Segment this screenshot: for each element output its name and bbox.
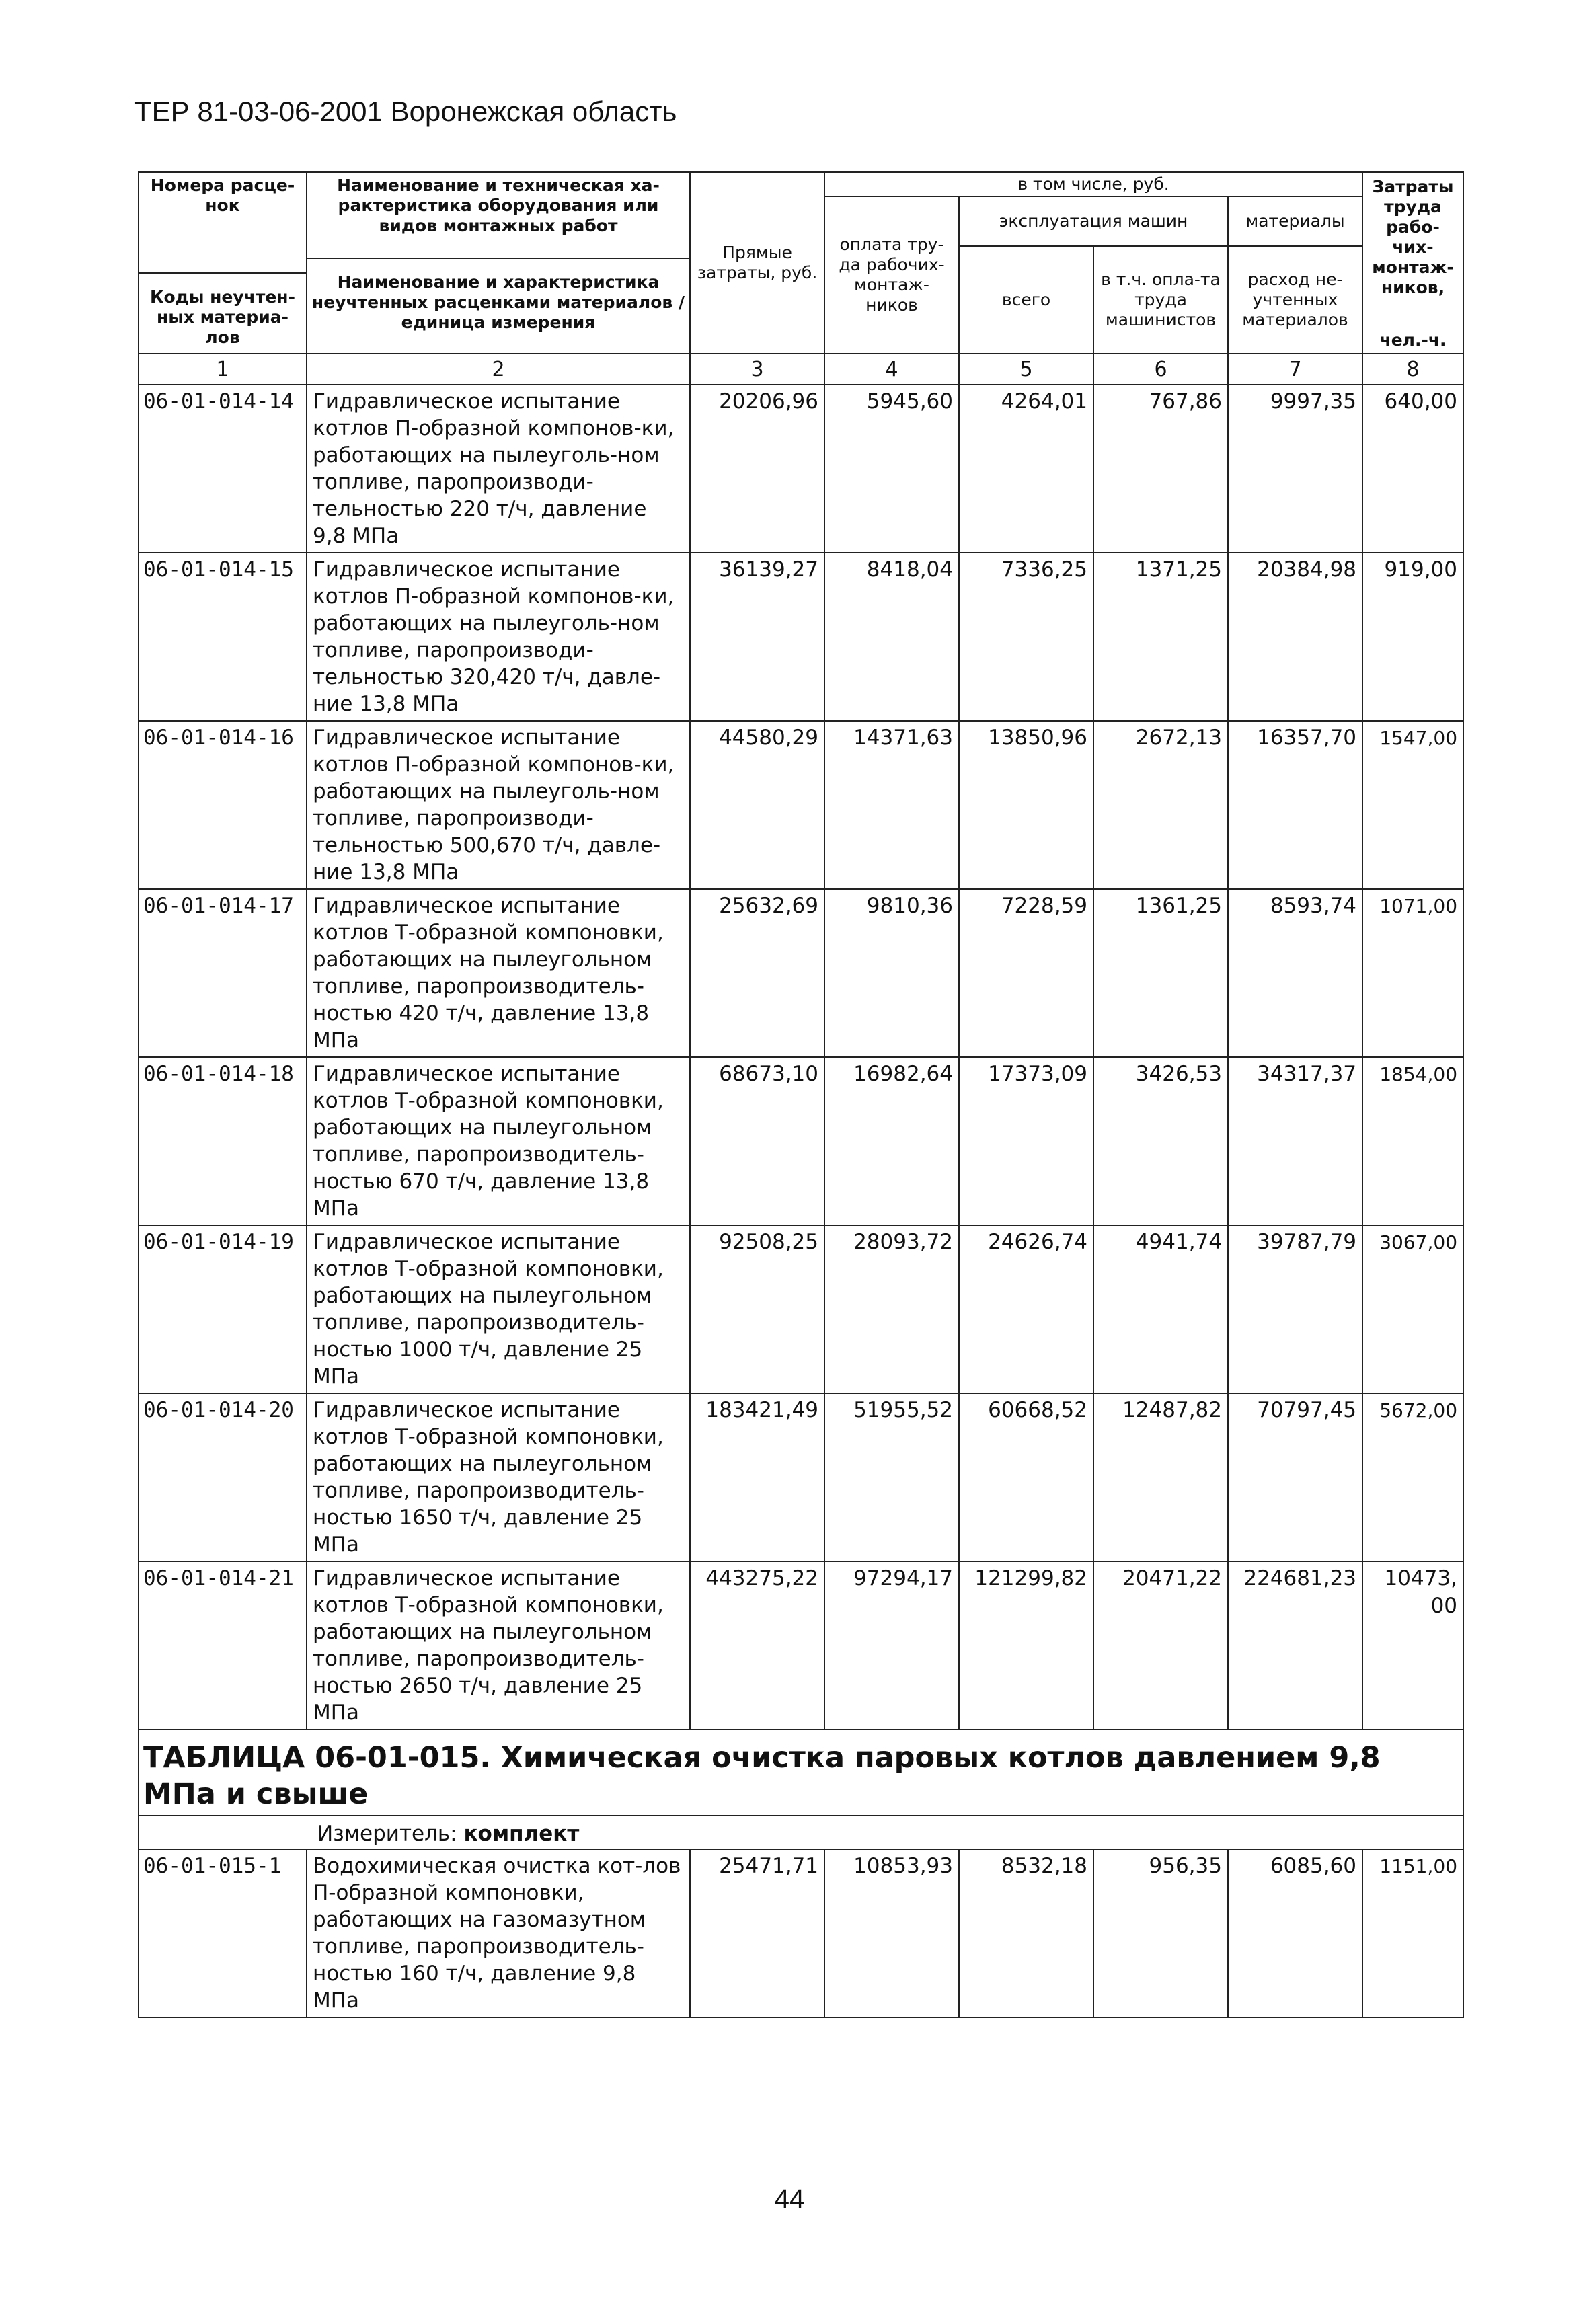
table-row bbox=[139, 1849, 1463, 2017]
header-materials: материалы bbox=[1228, 196, 1362, 246]
header-labor-hours-unit: чел.-ч. bbox=[1379, 330, 1447, 350]
labor-pay: 9810,36 bbox=[824, 889, 959, 1057]
machines-total: 7228,59 bbox=[959, 889, 1093, 1057]
header-col-names bbox=[307, 172, 690, 354]
meter-label: Измеритель: bbox=[317, 1822, 457, 1846]
table-row bbox=[139, 1225, 1463, 1393]
header-machinist-pay: в т.ч. опла-та труда машинистов bbox=[1093, 246, 1228, 354]
header-machines: эксплуатация машин bbox=[959, 196, 1228, 246]
rate-code: 06-01-014-15 bbox=[139, 553, 307, 721]
direct-costs: 25471,71 bbox=[690, 1849, 824, 2017]
column-numbers-row bbox=[139, 354, 1463, 385]
materials: 9997,35 bbox=[1228, 385, 1362, 553]
direct-costs: 20206,96 bbox=[690, 385, 824, 553]
labor-pay: 16982,64 bbox=[824, 1057, 959, 1225]
machinist-pay: 2672,13 bbox=[1093, 721, 1228, 889]
header-in-total: в том числе, руб. bbox=[824, 172, 1362, 196]
rate-description: Водохимическая очистка кот-лов П-образной компоновки, работающих на газомазутном топливе, паропроизводитель-ностью 160 т/ч, давление 9,8 МПа bbox=[307, 1849, 690, 2017]
rate-code: 06-01-014-18 bbox=[139, 1057, 307, 1225]
header-materials-usage: расход не-учтенных материалов bbox=[1228, 246, 1362, 354]
column-number: 8 bbox=[1362, 354, 1463, 385]
header-work-name: Наименование и техническая ха-рактеристика оборудования или видов монтажных работ bbox=[307, 173, 689, 259]
rate-description: Гидравлическое испытание котлов Т-образной компоновки, работающих на пылеугольном топливе, паропроизводитель-ностью 670 т/ч, давление 13,8 МПа bbox=[307, 1057, 690, 1225]
labor-hours: 1071,00 bbox=[1362, 889, 1463, 1057]
header-col-labor-hours bbox=[1362, 172, 1463, 354]
machines-total: 13850,96 bbox=[959, 721, 1093, 889]
section-meter bbox=[139, 1816, 1463, 1849]
rate-description: Гидравлическое испытание котлов П-образной компонов-ки, работающих на пылеуголь-ном топливе, паропроизводи-тельностью 320,420 т/ч, давле-ние 13,8 МПа bbox=[307, 553, 690, 721]
labor-hours: 3067,00 bbox=[1362, 1225, 1463, 1393]
direct-costs: 36139,27 bbox=[690, 553, 824, 721]
machines-total: 7336,25 bbox=[959, 553, 1093, 721]
page-header: ТЕР 81-03-06-2001 Воронежская область bbox=[134, 95, 677, 127]
header-machines-total: всего bbox=[959, 246, 1093, 354]
rate-code: 06-01-014-20 bbox=[139, 1393, 307, 1561]
header-material-name: Наименование и характеристика неучтенных расценками материалов / единица измерения bbox=[311, 272, 685, 332]
rate-code: 06-01-015-1 bbox=[139, 1849, 307, 2017]
labor-pay: 10853,93 bbox=[824, 1849, 959, 2017]
header-labor-hours: Затраты труда рабо-чих-монтаж-ников, bbox=[1372, 177, 1454, 297]
table-row bbox=[139, 721, 1463, 889]
labor-hours: 1547,00 bbox=[1362, 721, 1463, 889]
column-number: 4 bbox=[824, 354, 959, 385]
machinist-pay: 20471,22 bbox=[1093, 1561, 1228, 1730]
machines-total: 60668,52 bbox=[959, 1393, 1093, 1561]
machinist-pay: 767,86 bbox=[1093, 385, 1228, 553]
machinist-pay: 1361,25 bbox=[1093, 889, 1228, 1057]
materials: 6085,60 bbox=[1228, 1849, 1362, 2017]
machinist-pay: 12487,82 bbox=[1093, 1393, 1228, 1561]
labor-hours: 5672,00 bbox=[1362, 1393, 1463, 1561]
header-labor-pay: оплата тру-да рабочих-монтаж-ников bbox=[824, 196, 959, 354]
column-number: 3 bbox=[690, 354, 824, 385]
labor-pay: 5945,60 bbox=[824, 385, 959, 553]
section-title: ТАБЛИЦА 06-01-015. Химическая очистка паровых котлов давлением 9,8 МПа и свыше bbox=[139, 1730, 1463, 1816]
header-material-codes: Коды неучтен-ных материа-лов bbox=[150, 287, 295, 347]
machines-total: 17373,09 bbox=[959, 1057, 1093, 1225]
direct-costs: 183421,49 bbox=[690, 1393, 824, 1561]
labor-pay: 14371,63 bbox=[824, 721, 959, 889]
table-row bbox=[139, 1561, 1463, 1730]
labor-hours: 640,00 bbox=[1362, 385, 1463, 553]
rate-description: Гидравлическое испытание котлов Т-образной компоновки, работающих на пылеугольном топливе, паропроизводитель-ностью 2650 т/ч, давление 25 МПа bbox=[307, 1561, 690, 1730]
column-number: 7 bbox=[1228, 354, 1362, 385]
rate-description: Гидравлическое испытание котлов Т-образной компоновки, работающих на пылеугольном топливе, паропроизводитель-ностью 420 т/ч, давление 13,8 МПа bbox=[307, 889, 690, 1057]
direct-costs: 68673,10 bbox=[690, 1057, 824, 1225]
machines-total: 8532,18 bbox=[959, 1849, 1093, 2017]
rate-code: 06-01-014-16 bbox=[139, 721, 307, 889]
table-row bbox=[139, 385, 1463, 553]
table-row bbox=[139, 553, 1463, 721]
rates-table bbox=[138, 171, 1464, 2018]
rate-description: Гидравлическое испытание котлов П-образной компонов-ки, работающих на пылеуголь-ном топливе, паропроизводи-тельностью 500,670 т/ч, давле-ние 13,8 МПа bbox=[307, 721, 690, 889]
labor-pay: 28093,72 bbox=[824, 1225, 959, 1393]
rate-code: 06-01-014-17 bbox=[139, 889, 307, 1057]
machinist-pay: 956,35 bbox=[1093, 1849, 1228, 2017]
direct-costs: 44580,29 bbox=[690, 721, 824, 889]
rate-code: 06-01-014-14 bbox=[139, 385, 307, 553]
labor-hours: 919,00 bbox=[1362, 553, 1463, 721]
column-number: 6 bbox=[1093, 354, 1228, 385]
materials: 224681,23 bbox=[1228, 1561, 1362, 1730]
machinist-pay: 4941,74 bbox=[1093, 1225, 1228, 1393]
column-number: 5 bbox=[959, 354, 1093, 385]
table-row bbox=[139, 1057, 1463, 1225]
header-direct-costs: Прямые затраты, руб. bbox=[690, 172, 824, 354]
header-rate-numbers: Номера расце-нок bbox=[139, 173, 306, 274]
page-number: 44 bbox=[774, 2184, 805, 2214]
meter-value: комплект bbox=[463, 1822, 580, 1846]
table-row bbox=[139, 1393, 1463, 1561]
direct-costs: 443275,22 bbox=[690, 1561, 824, 1730]
machinist-pay: 1371,25 bbox=[1093, 553, 1228, 721]
labor-pay: 97294,17 bbox=[824, 1561, 959, 1730]
labor-hours: 1151,00 bbox=[1362, 1849, 1463, 2017]
labor-hours: 1854,00 bbox=[1362, 1057, 1463, 1225]
machines-total: 4264,01 bbox=[959, 385, 1093, 553]
rate-code: 06-01-014-19 bbox=[139, 1225, 307, 1393]
rate-code: 06-01-014-21 bbox=[139, 1561, 307, 1730]
direct-costs: 25632,69 bbox=[690, 889, 824, 1057]
materials: 20384,98 bbox=[1228, 553, 1362, 721]
labor-pay: 8418,04 bbox=[824, 553, 959, 721]
column-number: 2 bbox=[307, 354, 690, 385]
labor-hours: 10473, 00 bbox=[1362, 1561, 1463, 1730]
machines-total: 121299,82 bbox=[959, 1561, 1093, 1730]
section-header-row bbox=[139, 1730, 1463, 1816]
direct-costs: 92508,25 bbox=[690, 1225, 824, 1393]
materials: 16357,70 bbox=[1228, 721, 1362, 889]
materials: 8593,74 bbox=[1228, 889, 1362, 1057]
rate-description: Гидравлическое испытание котлов Т-образной компоновки, работающих на пылеугольном топливе, паропроизводитель-ностью 1650 т/ч, давление 25 МПа bbox=[307, 1393, 690, 1561]
column-number: 1 bbox=[139, 354, 307, 385]
materials: 70797,45 bbox=[1228, 1393, 1362, 1561]
labor-pay: 51955,52 bbox=[824, 1393, 959, 1561]
header-col-codes bbox=[139, 172, 307, 354]
materials: 34317,37 bbox=[1228, 1057, 1362, 1225]
rate-description: Гидравлическое испытание котлов Т-образной компоновки, работающих на пылеугольном топливе, паропроизводитель-ностью 1000 т/ч, давление 25 МПа bbox=[307, 1225, 690, 1393]
table-row bbox=[139, 889, 1463, 1057]
machinist-pay: 3426,53 bbox=[1093, 1057, 1228, 1225]
machines-total: 24626,74 bbox=[959, 1225, 1093, 1393]
materials: 39787,79 bbox=[1228, 1225, 1362, 1393]
rate-description: Гидравлическое испытание котлов П-образной компонов-ки, работающих на пылеуголь-ном топливе, паропроизводи-тельностью 220 т/ч, давление 9,8 МПа bbox=[307, 385, 690, 553]
section-meter-row bbox=[139, 1816, 1463, 1849]
